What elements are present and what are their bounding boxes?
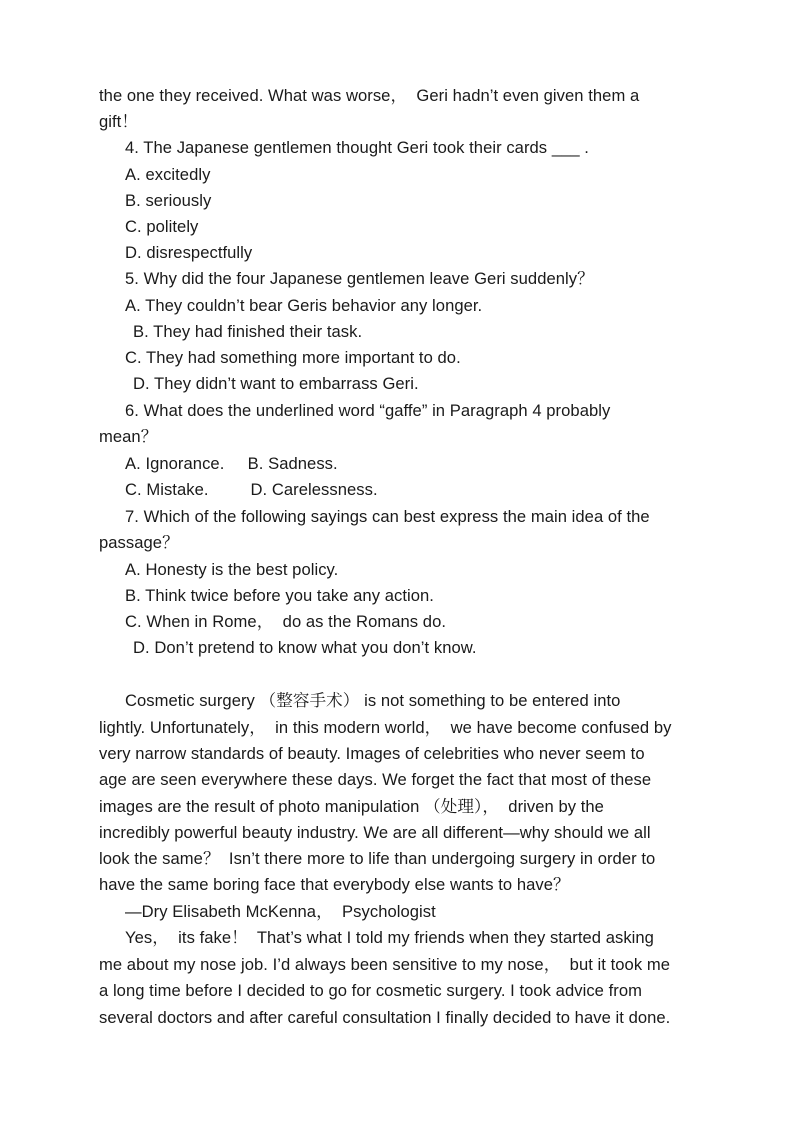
options-6ab: A. Ignorance. B. Sadness. — [125, 454, 338, 473]
question-4: 4. The Japanese gentlemen thought Geri took their cards ___ . — [125, 138, 589, 157]
option-4b: B. seriously — [125, 191, 212, 210]
paragraph-line: very narrow standards of beauty. Images of celebrities who never seem to — [99, 744, 645, 763]
paragraph-line: Yes， its fake！ That’s what I told my friends when they started asking — [125, 928, 654, 947]
paragraph-line: Cosmetic surgery （整容手术） is not something to be entered into — [125, 691, 621, 710]
option-5b: B. They had finished their task. — [133, 322, 363, 341]
option-7d: D. Don’t pretend to know what you don’t know. — [133, 638, 477, 657]
option-4a: A. excitedly — [125, 165, 211, 184]
paragraph-line: several doctors and after careful consultation I finally decided to have it done. — [99, 1008, 671, 1027]
paragraph-line: age are seen everywhere these days. We forget the fact that most of these — [99, 770, 652, 789]
option-7b: B. Think twice before you take any action. — [125, 586, 434, 605]
question-7: 7. Which of the following sayings can best express the main idea of the — [125, 507, 650, 526]
attribution: —Dry Elisabeth McKenna， Psychologist — [125, 902, 436, 921]
option-7c: C. When in Rome， do as the Romans do. — [125, 612, 447, 631]
option-4d: D. disrespectfully — [125, 243, 253, 262]
option-4c: C. politely — [125, 217, 199, 236]
question-7-cont: passage？ — [99, 533, 179, 552]
paragraph-line: me about my nose job. I’d always been sensitive to my nose， but it took me — [99, 955, 670, 974]
paragraph-line: incredibly powerful beauty industry. We are all different—why should we all — [99, 823, 651, 842]
paragraph-line: images are the result of photo manipulation （处理）， driven by the — [99, 797, 604, 816]
paragraph-line: look the same？ Isn’t there more to life than undergoing surgery in order to — [99, 849, 656, 868]
option-5c: C. They had something more important to do. — [125, 348, 461, 367]
question-5: 5. Why did the four Japanese gentlemen leave Geri suddenly？ — [125, 269, 594, 288]
text-line: gift！ — [99, 112, 138, 131]
option-7a: A. Honesty is the best policy. — [125, 560, 339, 579]
question-6-cont: mean？ — [99, 427, 158, 446]
text-line: the one they received. What was worse， Geri hadn’t even given them a — [99, 86, 640, 105]
option-5d: D. They didn’t want to embarrass Geri. — [133, 374, 419, 393]
paragraph-line: have the same boring face that everybody else wants to have？ — [99, 875, 570, 894]
option-5a: A. They couldn’t bear Geris behavior any longer. — [125, 296, 483, 315]
options-6cd: C. Mistake. D. Carelessness. — [125, 480, 378, 499]
question-6: 6. What does the underlined word “gaffe” in Paragraph 4 probably — [125, 401, 611, 420]
paragraph-line: a long time before I decided to go for cosmetic surgery. I took advice from — [99, 981, 642, 1000]
paragraph-line: lightly. Unfortunately， in this modern world， we have become confused by — [99, 718, 672, 737]
